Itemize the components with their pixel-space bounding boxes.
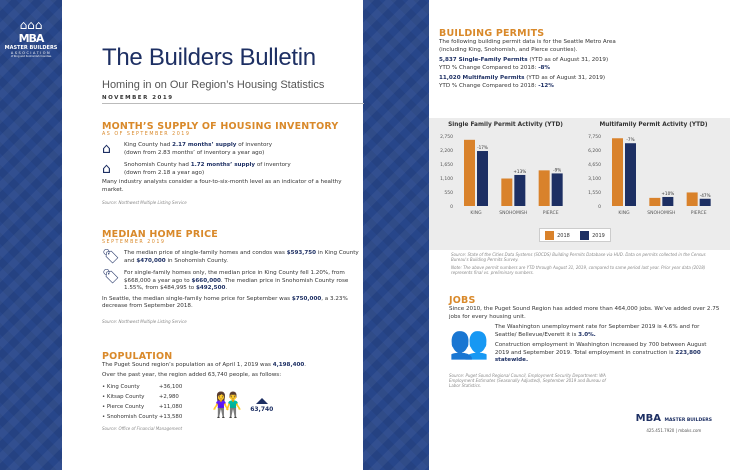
multifamily-chart-svg — [581, 128, 726, 218]
legend-2018: 2018 — [545, 231, 570, 240]
bar-2018 — [501, 179, 512, 206]
center-spine — [363, 0, 429, 470]
bar-change-label: -47% — [699, 192, 711, 198]
right-page — [429, 0, 730, 470]
permits-source: Source: State of the Cities Data Systems (SOCDS) Building Permits Database via HUD. Data on permits collected in the Census Bureau's Building Permits Survey. — [451, 252, 706, 262]
mf-permits: 11,020 Multifamily Permits (YTD as of August 31, 2019) YTD % Change Compared to 2018: -12% — [439, 75, 606, 89]
inventory-note: Many industry analysts consider a four-to-six-month level as an indicator of a healthy market. — [102, 179, 342, 193]
bar-change-label: +10% — [661, 190, 675, 196]
median-text: For single-family homes only, the median price in King County fell 1.20%, from $668,000 a year ago to $660,000. The median price in Snohomish County rose 1.55%, from $484,995 to $492,500. — [124, 270, 349, 291]
y-tick-label: 550 — [444, 191, 453, 196]
unemployment-text: The Washington unemployment rate for September 2019 is 4.6% and for Seattle/ Bellevue/Everett it is 3.0%. — [494, 324, 700, 338]
permit-charts-panel — [429, 118, 730, 250]
seattle-text: In Seattle, the median single-family home price for September was $750,000, a 3.23% decrease from September 2018. — [102, 295, 348, 309]
single-family-chart — [433, 122, 578, 222]
logo-mark: MBA — [18, 32, 44, 45]
page-title: The Builders Bulletin — [102, 44, 316, 71]
x-tick-label: SNOHOMISH — [499, 211, 528, 216]
house-icon: ⌂ — [102, 141, 111, 157]
logo-line1: MASTER BUILDERS — [4, 45, 58, 51]
y-tick-label: 2,750 — [440, 135, 453, 140]
permits-intro: The following building permit data is for the Seattle Metro Area (including King, Snohomish, and Pierce counties). — [439, 39, 616, 53]
footer-logo-mark: MBA — [635, 413, 661, 424]
bar-2019 — [552, 173, 563, 206]
x-tick-label: PIERCE — [542, 211, 559, 216]
x-tick-label: SNOHOMISH — [647, 211, 676, 216]
y-tick-label: 1,650 — [440, 163, 453, 168]
county-list — [102, 382, 182, 422]
bar-2018 — [649, 198, 660, 206]
inventory-heading: MONTH’S SUPPLY OF HOUSING INVENTORY — [102, 121, 339, 132]
population-heading: POPULATION — [102, 351, 173, 362]
left-decorative-strip — [0, 0, 62, 470]
footer-logo-text: MASTER BUILDERS — [664, 418, 712, 423]
jobs-source: Source: Puget Sound Regional Council, Employment Security Department: WA Employment Estimates (Seasonally Adjusted), September 2019 and Bureau of Labor Statistics. — [449, 372, 606, 388]
inventory-text: Snohomish County had 1.72 months’ supply of inventory (down from 2.18 a year ago) — [124, 162, 291, 176]
y-tick-label: 0 — [598, 205, 601, 210]
multifamily-chart — [581, 122, 726, 222]
inventory-section — [102, 121, 364, 205]
x-tick-label: PIERCE — [690, 211, 707, 216]
median-text: The median price of single-family homes and condos was $593,750 in King County and $470,000 in Snohomish County. — [124, 250, 359, 264]
page-subtitle: Homing in on Our Region’s Housing Statistics — [102, 79, 325, 91]
bar-2018 — [539, 170, 550, 206]
business-people-icon: 👥 — [449, 323, 489, 361]
y-tick-label: 1,550 — [588, 191, 601, 196]
median-item — [102, 270, 364, 293]
permits-heading: BUILDING PERMITS — [439, 28, 545, 39]
issue-date: NOVEMBER 2019 — [102, 95, 174, 101]
bar-change-label: +13% — [513, 168, 527, 174]
county-row: • King County +36,100 — [102, 384, 183, 390]
inventory-item — [102, 142, 364, 157]
logo-line2: ASSOCIATION — [10, 51, 52, 55]
jobs-section — [449, 295, 721, 388]
chart-title: Single Family Permit Activity (YTD) — [448, 122, 563, 128]
chart-title: Multifamily Permit Activity (YTD) — [599, 122, 708, 128]
y-tick-label: 7,750 — [588, 135, 601, 140]
median-section — [102, 229, 364, 324]
y-tick-label: 1,100 — [440, 177, 453, 182]
contact-info[interactable]: 425.451.7920 | mbaks.com — [646, 428, 702, 433]
inventory-text: King County had 2.17 months’ supply of inventory (down from 2.83 months’ of inventory a year ago) — [124, 142, 273, 156]
county-row: • Kitsap County +2,980 — [102, 394, 179, 400]
y-tick-label: 2,200 — [440, 149, 453, 154]
sf-permits: 5,837 Single-Family Permits (YTD as of August 31, 2019) YTD % Change Compared to 2018: -8% — [439, 57, 609, 71]
y-tick-label: 4,650 — [588, 163, 601, 168]
bar-2019 — [514, 175, 525, 206]
bar-change-label: -7% — [626, 137, 635, 143]
bar-2018 — [464, 140, 475, 206]
footer-logo — [636, 413, 712, 433]
median-heading: MEDIAN HOME PRICE — [102, 229, 218, 240]
bar-2019 — [662, 197, 673, 206]
median-item — [102, 250, 364, 265]
permits-section — [439, 28, 629, 90]
bar-2019 — [625, 143, 636, 206]
county-row: • Pierce County +11,080 — [102, 404, 183, 410]
population-intro: Over the past year, the region added 63,740 people, as follows: — [102, 371, 282, 378]
people-icon: 👫 — [212, 391, 243, 419]
bar-2018 — [687, 192, 698, 206]
construction-text: Construction employment in Washington increased by 700 between August 2019 and September 2019. Total employment in construction is 223,800 statewide. — [494, 342, 707, 363]
inventory-kicker: AS OF SEPTEMBER 2019 — [102, 132, 191, 137]
logo-line3: of King and Snohomish Counties — [10, 55, 52, 58]
inventory-item — [102, 162, 364, 177]
bar-change-label: -17% — [477, 145, 488, 151]
x-tick-label: KING — [618, 211, 630, 216]
permits-notes — [451, 252, 721, 275]
median-kicker: SEPTEMBER 2019 — [102, 240, 166, 245]
population-section — [102, 351, 364, 431]
county-row: • Snohomish County +13,580 — [102, 414, 183, 420]
jobs-intro: Since 2010, the Puget Sound Region has added more than 464,000 jobs. We’ve added over 2.75 jobs for every housing unit. — [449, 306, 720, 320]
bar-change-label: -9% — [553, 167, 562, 173]
bar-2019 — [477, 151, 488, 206]
inventory-source: Source: Northwest Multiple Listing Service — [102, 200, 187, 205]
y-tick-label: 3,100 — [588, 177, 601, 182]
price-tag-icon: 🏷 — [102, 269, 120, 285]
jobs-heading: JOBS — [449, 295, 476, 306]
mba-logo: ⌂⌂⌂ MBA MASTER BUILDERS ASSOCIATION of King and Snohomish Counties — [4, 18, 58, 58]
left-page — [62, 0, 363, 470]
bar-2018 — [612, 138, 623, 206]
permits-note: Note: The above permit numbers are YTD through August 31, 2019, compared to same period last year. Prior year data (2018) represents final vs. preliminary numbers. — [451, 265, 706, 275]
y-tick-label: 0 — [450, 205, 453, 210]
y-tick-label: 6,200 — [588, 149, 601, 154]
legend-2019: 2019 — [580, 231, 605, 240]
bar-2019 — [700, 199, 711, 206]
population-growth: 63,740 — [250, 405, 274, 413]
price-tag-icon: 🏷 — [102, 249, 120, 265]
x-tick-label: KING — [470, 211, 482, 216]
divider — [102, 103, 364, 104]
house-icon: ⌂ — [102, 161, 111, 177]
up-triangle-icon — [256, 398, 268, 404]
population-total: The Puget Sound region’s population as of April 1, 2019 was 4,198,400. — [102, 362, 307, 368]
single-family-chart-svg — [433, 128, 578, 218]
chart-legend — [539, 228, 611, 242]
median-source: Source: Northwest Multiple Listing Service — [102, 318, 187, 324]
population-source: Source: Office of Financial Management — [102, 426, 183, 431]
